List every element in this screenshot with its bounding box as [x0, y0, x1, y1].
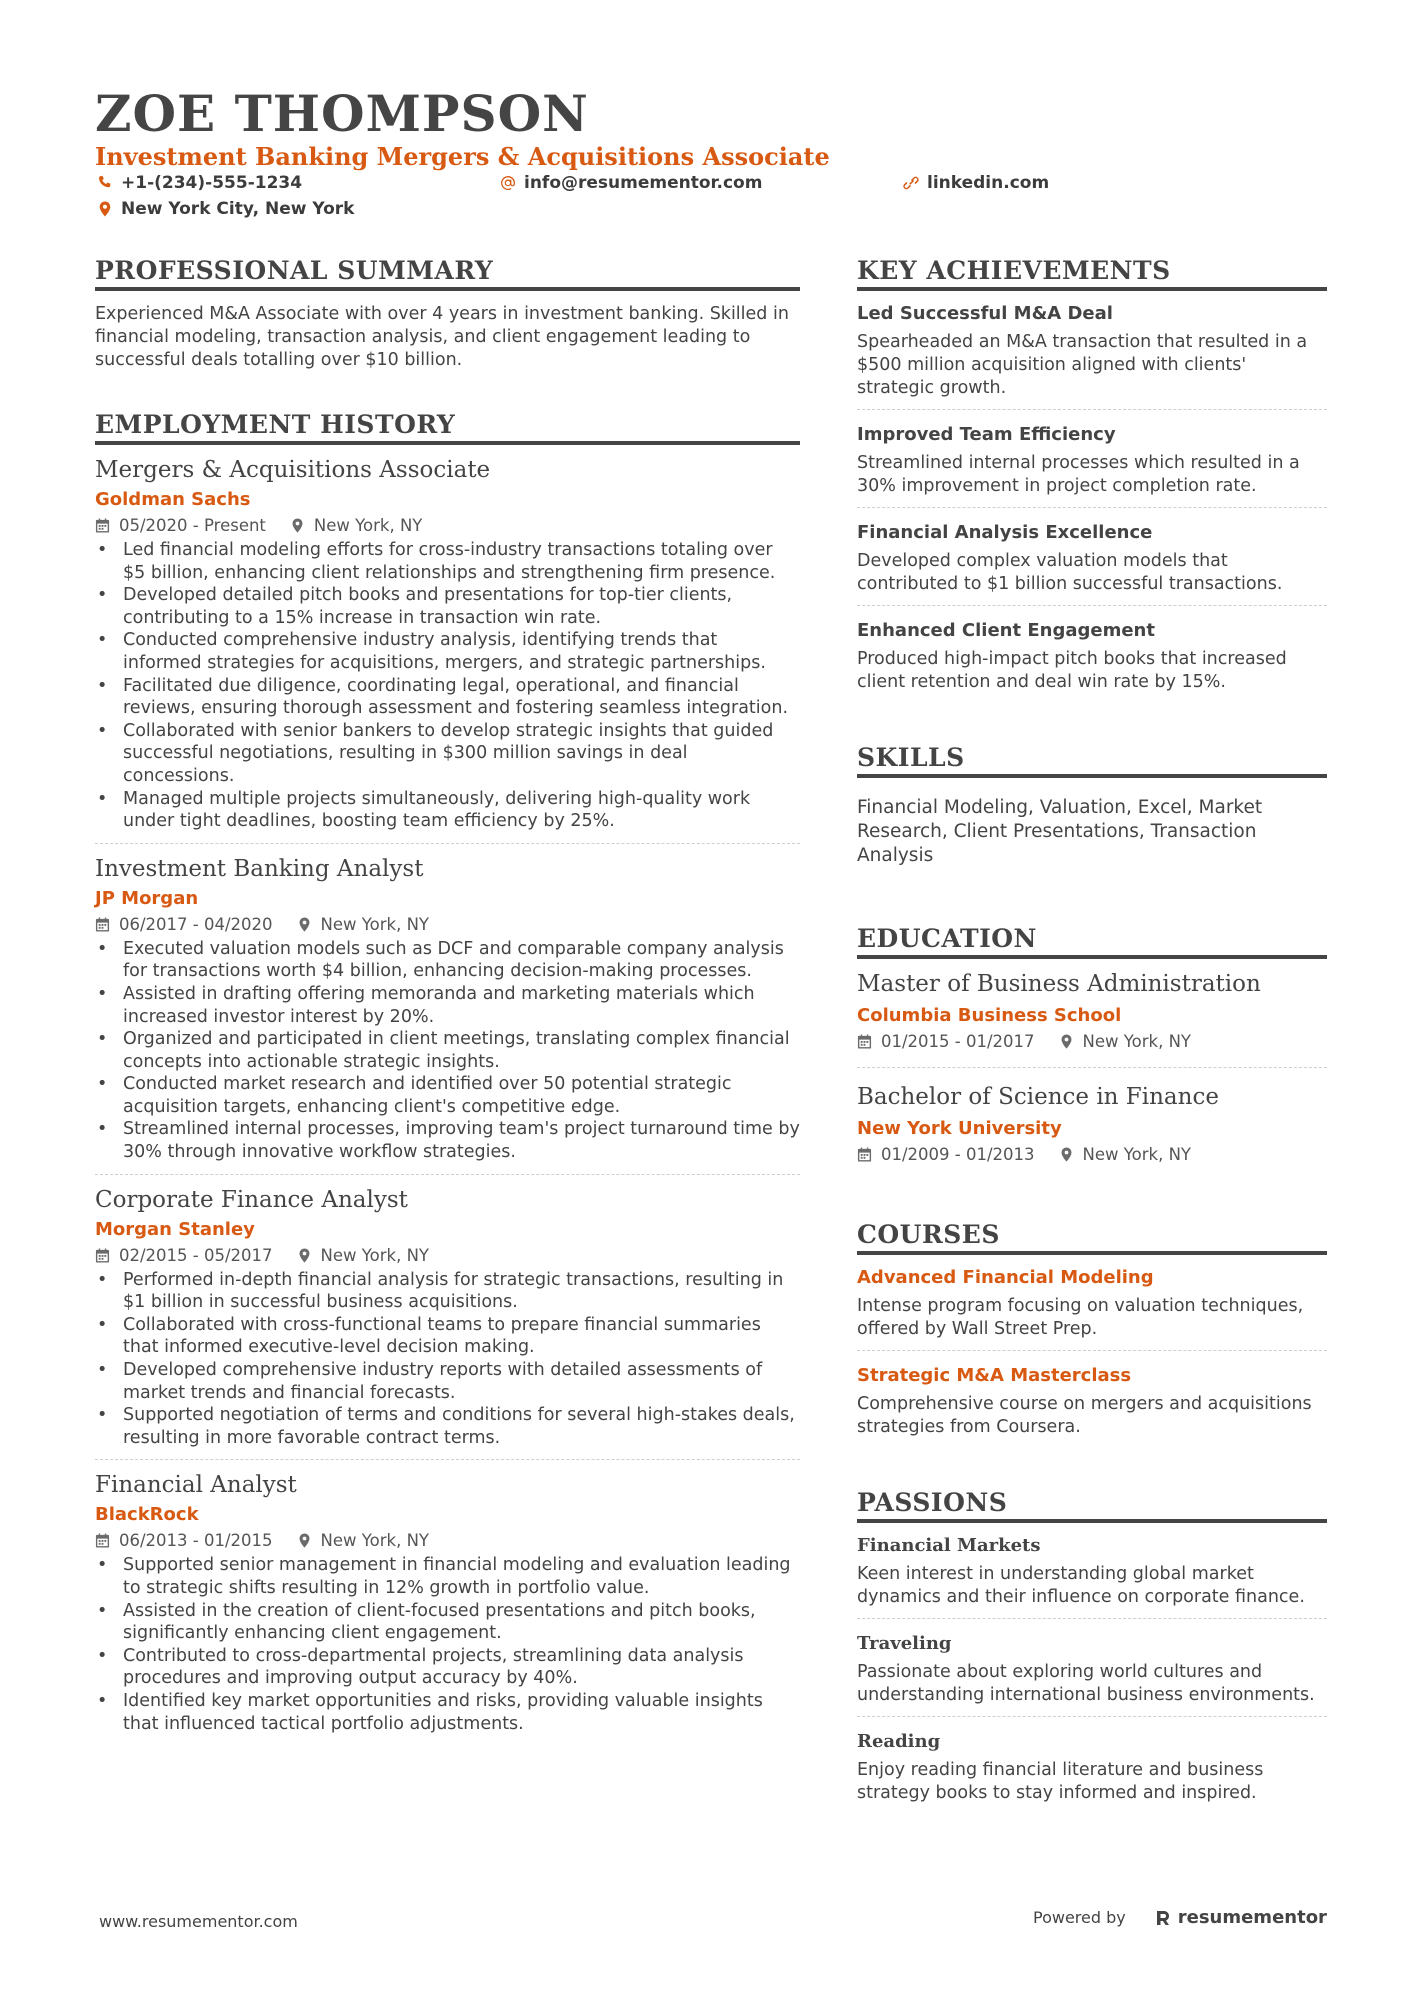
- location: [290, 516, 422, 535]
- footer-branding: [1033, 1907, 1327, 1928]
- job-title: Mergers & Acquisitions Associate: [95, 457, 491, 483]
- map-pin-icon: [1059, 1147, 1074, 1162]
- at-icon: [500, 175, 516, 191]
- job-list: [95, 457, 800, 1745]
- achievements-item-title: Improved Team Efficiency: [857, 424, 1116, 445]
- passions-item-text: Passionate about exploring world cultures and understanding international business environments.: [857, 1662, 1315, 1705]
- link-icon: [903, 175, 919, 191]
- job-title: Investment Banking Analyst: [95, 855, 424, 882]
- job-bullet: • Conducted market research and identified over 50 potential strategic acquisition targets, enhancing client's competitive edge.: [95, 1073, 800, 1118]
- courses-item: [857, 1267, 1327, 1351]
- date-location-row: [95, 915, 800, 934]
- courses-item-text: Intense program focusing on valuation techniques, offered by Wall Street Prep.: [857, 1296, 1304, 1339]
- map-pin-icon: [290, 518, 305, 533]
- date-location-row: [857, 1032, 1327, 1051]
- job-entry: [95, 1472, 800, 1745]
- contact-email[interactable]: [500, 173, 762, 193]
- date-range: 06/2013 - 01/2015: [119, 1531, 273, 1551]
- job-bullet: • Developed comprehensive industry reports with detailed assessments of market trends and financial forecasts.: [95, 1359, 800, 1404]
- contact-linkedin[interactable]: [903, 173, 1049, 193]
- job-bullet: • Facilitated due diligence, coordinating legal, operational, and financial reviews, ensuring thorough assessment and fostering seamless integration.: [95, 675, 800, 720]
- education-item: [857, 1084, 1327, 1180]
- job-bullets: [95, 1554, 800, 1735]
- location-text: New York, NY: [320, 914, 430, 934]
- left-column: [95, 256, 800, 1791]
- job-bullets: [95, 539, 800, 833]
- degree-title: Master of Business Administration: [857, 971, 1261, 997]
- job-bullet: • Managed multiple projects simultaneously, delivering high-quality work under tight deadlines, boosting team efficiency by 25%.: [95, 788, 800, 833]
- footer-website[interactable]: www.resumementor.com: [99, 1912, 298, 1931]
- date-location-row: [857, 1145, 1327, 1164]
- company-name: Morgan Stanley: [95, 1218, 255, 1240]
- achievements-item-title: Enhanced Client Engagement: [857, 620, 1155, 641]
- calendar-icon: [95, 1248, 110, 1263]
- job-bullet: • Performed in-depth financial analysis for strategic transactions, resulting in $1 billion in successful business acquisitions.: [95, 1269, 800, 1314]
- location-text: New York, NY: [320, 1245, 430, 1265]
- job-bullet: • Led financial modeling efforts for cross-industry transactions totaling over $5 billion, enhancing client relationships and strengthening firm presence.: [95, 539, 800, 584]
- location-text: New York City, New York: [121, 199, 355, 219]
- summary-text: Experienced M&A Associate with over 4 years in investment banking. Skilled in financial modeling, transaction analysis, and client engagement leading to successful deals totalling over $10 billion.: [95, 304, 789, 370]
- education-list: [857, 971, 1327, 1180]
- job-bullet: • Assisted in the creation of client-focused presentations and pitch books, significantly enhancing client engagement.: [95, 1600, 800, 1645]
- job-bullet: • Executed valuation models such as DCF and comparable company analysis for transactions worth $4 billion, enhancing decision-making processes.: [95, 938, 800, 983]
- calendar-icon: [857, 1034, 872, 1049]
- education-section: [857, 924, 1327, 1180]
- courses-item-title: Strategic M&A Masterclass: [857, 1365, 1132, 1386]
- passions-item: [857, 1731, 1327, 1814]
- date-location-row: [95, 1531, 800, 1550]
- date-range: 01/2009 - 01/2013: [881, 1145, 1035, 1164]
- date-range: 06/2017 - 04/2020: [119, 914, 273, 934]
- achievement-list: [857, 303, 1327, 703]
- brand-name: resumementor: [1177, 1907, 1327, 1928]
- job-bullet: • Contributed to cross-departmental projects, streamlining data analysis procedures and improving output accuracy by 40%.: [95, 1645, 800, 1690]
- employment-heading: EMPLOYMENT HISTORY: [95, 410, 800, 445]
- skills-section: [857, 743, 1327, 868]
- passions-item-text: Enjoy reading financial literature and business strategy books to stay informed and inspired.: [857, 1760, 1264, 1803]
- job-entry: [95, 856, 800, 1175]
- passions-item: [857, 1633, 1327, 1717]
- job-bullet: • Collaborated with cross-functional teams to prepare financial summaries that informed executive-level decision making.: [95, 1314, 800, 1359]
- company-name: Goldman Sachs: [95, 489, 251, 510]
- phone-icon: [97, 175, 113, 191]
- map-pin-icon: [297, 1533, 312, 1548]
- education-heading: EDUCATION: [857, 924, 1327, 959]
- contact-phone[interactable]: [97, 173, 302, 193]
- job-bullet: • Conducted comprehensive industry analysis, identifying trends that informed strategies for acquisitions, mergers, and strategic partnerships.: [95, 629, 800, 674]
- achievements-heading: KEY ACHIEVEMENTS: [857, 256, 1327, 291]
- achievements-section: [857, 256, 1327, 703]
- courses-item: [857, 1365, 1327, 1448]
- calendar-icon: [95, 917, 110, 932]
- powered-by-label: Powered by: [1033, 1908, 1126, 1927]
- job-title: Financial Analyst: [95, 1472, 297, 1499]
- job-bullet: • Supported negotiation of terms and conditions for several high-stakes deals, resulting in more favorable contract terms.: [95, 1404, 800, 1449]
- summary-section: [95, 256, 800, 372]
- location: [1059, 1145, 1191, 1164]
- achievements-item-title: Led Successful M&A Deal: [857, 303, 1113, 324]
- skills-text: Financial Modeling, Valuation, Excel, Market Research, Client Presentations, Transaction Analysis: [857, 797, 1263, 866]
- job-bullet: • Identified key market opportunities and risks, providing valuable insights that influenced tactical portfolio adjustments.: [95, 1690, 800, 1735]
- date-range: 01/2015 - 01/2017: [881, 1032, 1035, 1051]
- brand-logo[interactable]: [1154, 1907, 1327, 1928]
- location: [297, 1246, 429, 1265]
- passion-list: [857, 1535, 1327, 1814]
- achievements-item: [857, 303, 1327, 410]
- company-name: JP Morgan: [95, 887, 199, 909]
- job-bullet: • Collaborated with senior bankers to develop strategic insights that guided successful negotiations, resulting in $300 million savings in deal concessions.: [95, 720, 800, 788]
- phone-text: +1-(234)-555-1234: [121, 173, 303, 193]
- calendar-icon: [95, 518, 110, 533]
- school-name: New York University: [857, 1118, 1062, 1139]
- job-entry: [95, 457, 800, 844]
- job-bullet: • Developed detailed pitch books and presentations for top-tier clients, contributing to a 15% increase in transaction win rate.: [95, 584, 800, 629]
- location-text: New York, NY: [320, 1531, 430, 1551]
- location: [297, 1531, 429, 1550]
- date-location-row: [95, 1246, 800, 1265]
- location-text: New York, NY: [313, 516, 423, 535]
- calendar-icon: [95, 1533, 110, 1548]
- map-pin-icon: [297, 917, 312, 932]
- location-text: New York, NY: [1082, 1145, 1192, 1164]
- map-pin-icon: [1059, 1034, 1074, 1049]
- courses-heading: COURSES: [857, 1220, 1327, 1255]
- passions-item-title: Financial Markets: [857, 1535, 1041, 1556]
- map-pin-icon: [97, 201, 113, 217]
- passions-item-title: Traveling: [857, 1633, 952, 1654]
- courses-section: [857, 1220, 1327, 1448]
- achievements-item: [857, 424, 1327, 508]
- date-range: 02/2015 - 05/2017: [119, 1245, 273, 1265]
- map-pin-icon: [297, 1248, 312, 1263]
- contact-location: [97, 199, 354, 219]
- achievements-item-text: Spearheaded an M&A transaction that resulted in a $500 million acquisition aligned with clients' strategic growth.: [857, 332, 1308, 398]
- degree-title: Bachelor of Science in Finance: [857, 1084, 1219, 1110]
- email-text: info@resumementor.com: [524, 173, 763, 193]
- date-range: 05/2020 - Present: [119, 516, 266, 535]
- passions-section: [857, 1488, 1327, 1814]
- job-bullet: • Supported senior management in financial modeling and evaluation leading to strategic shifts resulting in 12% growth in portfolio value.: [95, 1554, 800, 1599]
- job-entry: [95, 1187, 800, 1461]
- course-list: [857, 1267, 1327, 1448]
- job-bullet: • Organized and participated in client meetings, translating complex financial concepts into actionable strategic insights.: [95, 1028, 800, 1073]
- calendar-icon: [857, 1147, 872, 1162]
- achievements-item-text: Developed complex valuation models that contributed to $1 billion successful transactions.: [857, 551, 1283, 594]
- courses-item-title: Advanced Financial Modeling: [857, 1267, 1154, 1288]
- skills-heading: SKILLS: [857, 743, 1327, 778]
- achievements-item: [857, 620, 1327, 703]
- employment-section: [95, 410, 800, 1745]
- education-item: [857, 971, 1327, 1068]
- job-title: Corporate Finance Analyst: [95, 1186, 408, 1213]
- resumementor-logo-icon: [1154, 1909, 1172, 1927]
- company-name: BlackRock: [95, 1504, 199, 1526]
- candidate-name: ZOE THOMPSON: [95, 84, 589, 143]
- achievements-item-title: Financial Analysis Excellence: [857, 522, 1153, 543]
- job-bullets: [95, 938, 800, 1164]
- right-column: [857, 256, 1327, 1860]
- job-bullet: • Assisted in drafting offering memoranda and marketing materials which increased investor interest by 20%.: [95, 983, 800, 1028]
- passions-heading: PASSIONS: [857, 1488, 1327, 1523]
- courses-item-text: Comprehensive course on mergers and acquisitions strategies from Coursera.: [857, 1394, 1312, 1437]
- summary-heading: PROFESSIONAL SUMMARY: [95, 256, 800, 291]
- passions-item-title: Reading: [857, 1731, 941, 1752]
- location-text: New York, NY: [1082, 1032, 1192, 1051]
- date-location-row: [95, 516, 800, 535]
- passions-item-text: Keen interest in understanding global market dynamics and their influence on corporate finance.: [857, 1564, 1305, 1607]
- job-bullets: [95, 1269, 800, 1450]
- candidate-headline: Investment Banking Mergers & Acquisitions Associate: [95, 142, 830, 171]
- linkedin-text: linkedin.com: [927, 173, 1050, 193]
- passions-item: [857, 1535, 1327, 1619]
- school-name: Columbia Business School: [857, 1005, 1122, 1026]
- location: [1059, 1032, 1191, 1051]
- job-bullet: • Streamlined internal processes, improving team's project turnaround time by 30% through innovative workflow strategies.: [95, 1118, 800, 1163]
- location: [297, 915, 429, 934]
- achievements-item-text: Produced high-impact pitch books that increased client retention and deal win rate by 15%.: [857, 649, 1287, 692]
- achievements-item: [857, 522, 1327, 606]
- achievements-item-text: Streamlined internal processes which resulted in a 30% improvement in project completion rate.: [857, 453, 1300, 496]
